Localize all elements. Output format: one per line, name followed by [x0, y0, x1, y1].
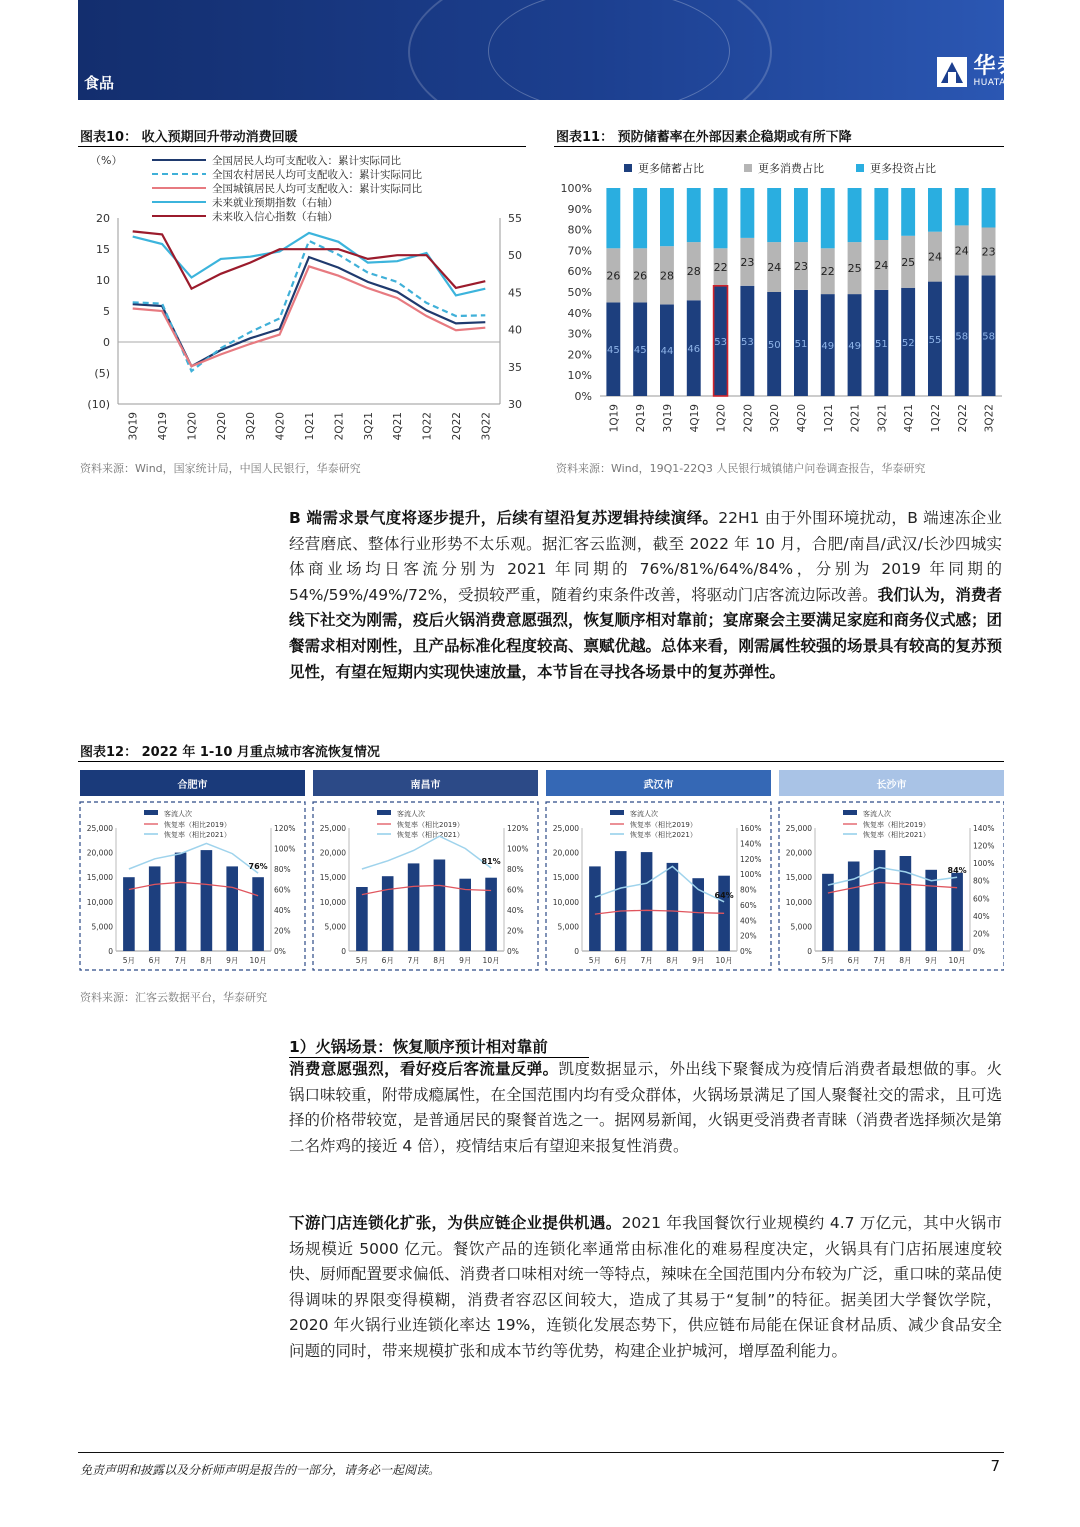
x-tick: 1Q21 — [822, 404, 835, 433]
x-tick: 5月 — [122, 956, 136, 965]
brand-name-cn: 华泰证券 — [973, 54, 1070, 79]
data-label-consumption: 24 — [954, 244, 969, 258]
y-tick-left: (10) — [87, 398, 110, 411]
legend-swatch — [843, 810, 857, 815]
stacked-bar-segment — [606, 188, 620, 248]
footer-rule — [78, 1452, 1004, 1453]
stacked-bar-segment — [928, 188, 942, 232]
legend-swatch — [744, 164, 752, 172]
data-label-savings: 53 — [741, 336, 754, 348]
y-tick-left: 15,000 — [86, 873, 113, 883]
legend-label: 恢复率（相比2021） — [863, 831, 930, 839]
y-tick-left: (5) — [94, 367, 110, 380]
fig12-chart — [78, 768, 1004, 974]
x-tick: 9月 — [459, 956, 472, 965]
data-label-savings: 46 — [687, 344, 701, 356]
y-tick: 90% — [567, 202, 592, 216]
y-tick: 0% — [574, 390, 592, 403]
y-tick-left: 10,000 — [785, 897, 812, 907]
y-tick-left: 10,000 — [86, 897, 113, 907]
y-tick: 10% — [567, 369, 592, 383]
y-tick-left: 5,000 — [790, 922, 812, 932]
y-tick-left: 0 — [108, 947, 113, 956]
legend-label: 未来就业预期指数（右轴） — [212, 197, 338, 209]
stacked-bar-segment — [767, 188, 781, 242]
y-tick-left: 5 — [103, 305, 110, 318]
x-tick: 3Q22 — [983, 404, 996, 433]
traffic-bar — [589, 866, 601, 951]
city-name: 武汉市 — [643, 780, 674, 791]
paragraph-body: 2021 年我国餐饮行业规模约 4.7 万亿元，其中火锅市场规模近 5000 亿元。餐饮产品的连锁化率通常由标准化的难易程度决定，火锅具有门店拓展速度较快、厨师配置要求偏低、消费者口味相对统一等特点，辣味在全国范围内分布较为广泛，重口味的菜品使得调味的界限变得模糊，消费者容忍区间较大，造成了其易于“复制”的特征。据美团大学餐饮学院，2020 年火锅行业连锁化率达 19%，连锁化发展态势下，供应链布局能在保证食材品质、减少食品安全问题的同时，带来规模扩张和成本节约等优势，构建企业护城河，增厚盈利能力。 — [289, 1214, 1003, 1360]
y-tick-right: 0% — [274, 947, 286, 956]
y-tick-right: 35 — [508, 360, 522, 374]
end-value-label: 81% — [481, 856, 501, 866]
y-tick-left: 20,000 — [552, 848, 579, 858]
series-line — [133, 266, 486, 366]
x-tick: 3Q19 — [662, 404, 674, 433]
legend-swatch — [624, 164, 632, 172]
traffic-bar — [900, 856, 912, 951]
x-tick: 4Q20 — [796, 404, 808, 433]
traffic-bar — [201, 850, 213, 951]
huatai-logo-icon — [937, 57, 967, 87]
y-tick-right: 45 — [508, 286, 522, 300]
y-tick-left: 20,000 — [319, 848, 346, 858]
y-tick-right: 40% — [740, 916, 757, 926]
footer-disclaimer: 免责声明和披露以及分析师声明是报告的一部分，请务必一起阅读。 — [80, 1463, 441, 1477]
traffic-bar — [925, 870, 937, 951]
y-tick-left: 0 — [341, 947, 346, 956]
paragraph-lead: B 端需求景气度将逐步提升，后续有望沿复苏逻辑持续演绎。 — [289, 509, 719, 527]
y-tick-left: 25,000 — [552, 824, 579, 833]
y-tick-right: 140% — [740, 839, 762, 849]
legend-label: 全国农村居民人均可支配收入：累计实际同比 — [212, 169, 422, 181]
x-tick: 4Q19 — [688, 404, 701, 433]
y-tick-right: 80% — [740, 885, 757, 895]
x-tick: 6月 — [614, 956, 627, 965]
data-label-consumption: 26 — [633, 269, 648, 283]
stacked-bar-segment — [740, 188, 754, 238]
y-tick-right: 20% — [507, 926, 524, 936]
series-line — [133, 257, 486, 366]
stacked-bar-segment — [955, 188, 969, 225]
x-tick: 10月 — [715, 956, 733, 965]
page-number: 7 — [990, 1457, 1000, 1475]
data-label-consumption: 25 — [901, 255, 916, 269]
city-name: 长沙市 — [876, 780, 907, 791]
y-tick-right: 140% — [973, 824, 995, 833]
y-tick-right: 60% — [740, 900, 757, 910]
data-label-consumption: 22 — [820, 265, 835, 279]
x-tick: 3Q20 — [245, 412, 258, 441]
y-tick: 70% — [567, 244, 592, 258]
legend-swatch — [856, 164, 864, 172]
x-tick: 9月 — [226, 956, 239, 965]
brand-name-en: HUATAI SECURITIES — [973, 78, 1070, 88]
data-label-consumption: 25 — [847, 262, 862, 276]
paragraph-bold-conclusion: 我们认为，消费者线下社交为刚需，疫后火锅消费意愿强烈，恢复顺序相对靠前；宴席聚会主要满足家庭和商务仪式感；团餐需求相对刚性，且产品标准化程度较高、禀赋优越。总体来看，刚需属性较强的场景具有较高的复苏预见性，有望在短期内实现快速放量，本节旨在寻找各场景中的复苏弹性。 — [289, 585, 1003, 681]
data-label-savings: 49 — [848, 341, 861, 353]
x-tick: 7月 — [407, 956, 420, 965]
x-tick: 5月 — [588, 956, 602, 965]
stacked-bar-segment — [660, 188, 674, 246]
x-tick: 3Q19 — [127, 412, 140, 441]
series-line — [133, 233, 486, 296]
sector-label: 食品 — [84, 74, 115, 92]
x-tick: 7月 — [640, 956, 653, 965]
y-tick-right: 40% — [507, 906, 524, 915]
y-tick: 20% — [567, 348, 592, 362]
y-tick-left: 20,000 — [86, 848, 113, 858]
x-tick: 10月 — [249, 956, 267, 965]
y-tick-right: 120% — [973, 841, 995, 851]
y-tick-right: 60% — [973, 894, 990, 904]
y-tick: 80% — [567, 223, 592, 237]
legend-label: 恢复率（相比2021） — [630, 831, 697, 839]
data-label-consumption: 28 — [686, 265, 701, 279]
y-tick-left: 25,000 — [319, 824, 346, 833]
data-label-consumption: 22 — [713, 261, 728, 275]
x-tick: 1Q21 — [304, 412, 316, 441]
data-label-consumption: 26 — [606, 269, 621, 283]
legend-label: 全国城镇居民人均可支配收入：累计实际同比 — [212, 183, 422, 195]
x-tick: 8月 — [433, 956, 446, 965]
stacked-bar-segment — [794, 188, 808, 242]
legend-label: 全国居民人均可支配收入：累计实际同比 — [212, 155, 401, 167]
fig10-source: 资料来源：Wind，国家统计局，中国人民银行，华泰研究 — [80, 462, 361, 475]
traffic-bar — [485, 878, 497, 951]
traffic-bar — [848, 862, 860, 952]
y-tick: 40% — [567, 306, 592, 320]
fig10-rule — [78, 146, 526, 147]
x-tick: 2Q19 — [635, 404, 648, 433]
end-value-label: 84% — [947, 866, 967, 876]
x-tick: 2Q20 — [742, 404, 755, 433]
y-tick-right: 20% — [274, 926, 291, 936]
x-tick: 8月 — [899, 956, 912, 965]
recovery-2019-line — [362, 885, 491, 894]
legend-label: 更多消费占比 — [758, 162, 824, 175]
recovery-2019-line — [828, 883, 957, 894]
x-tick: 4Q20 — [274, 412, 287, 441]
traffic-bar — [874, 850, 886, 951]
data-label-savings: 55 — [928, 334, 942, 346]
y-tick-left: 0 — [103, 336, 110, 349]
paragraph-lead: 下游门店连锁化扩张，为供应链企业提供机遇。 — [289, 1214, 622, 1232]
x-tick: 1Q19 — [608, 404, 621, 433]
y-tick-left: 10,000 — [552, 897, 579, 907]
stacked-bar-segment — [901, 188, 915, 236]
y-tick-left: 15,000 — [552, 873, 579, 883]
y-tick-left: 25,000 — [86, 824, 113, 833]
x-tick: 2Q20 — [215, 412, 228, 441]
legend-label: 恢复率（相比2021） — [397, 831, 464, 839]
y-tick-right: 100% — [274, 844, 296, 854]
data-label-consumption: 24 — [874, 258, 889, 272]
x-tick: 10月 — [482, 956, 500, 965]
y-tick-left: 10,000 — [319, 897, 346, 907]
x-tick: 7月 — [174, 956, 187, 965]
y-tick-left: 10 — [96, 274, 110, 287]
stacked-bar-segment — [687, 188, 701, 242]
y-tick-right: 100% — [740, 870, 762, 880]
y-tick-right: 60% — [507, 885, 524, 895]
data-label-consumption: 24 — [928, 250, 942, 264]
x-tick: 2Q21 — [333, 412, 346, 441]
traffic-bar — [667, 863, 679, 951]
paragraph-lead: 消费意愿强烈，看好疫后客流量反弹。 — [289, 1060, 559, 1078]
legend-swatch — [377, 810, 391, 815]
y-tick-right: 55 — [508, 212, 522, 225]
x-tick: 3Q21 — [876, 404, 889, 433]
x-tick: 3Q21 — [362, 412, 375, 441]
recovery-2019-line — [595, 910, 724, 914]
y-tick-left: 5,000 — [324, 922, 346, 932]
data-label-savings: 50 — [767, 340, 781, 351]
x-tick: 9月 — [925, 956, 938, 965]
x-tick: 1Q22 — [421, 412, 434, 441]
data-label-consumption: 23 — [981, 245, 996, 259]
y-tick-right: 30 — [508, 398, 522, 411]
traffic-bar — [382, 876, 394, 951]
data-label-savings: 53 — [714, 336, 727, 348]
end-value-label: 76% — [248, 862, 268, 872]
end-value-label: 64% — [714, 890, 734, 900]
legend-label: 恢复率（相比2019） — [630, 821, 697, 829]
recovery-2021-line — [595, 866, 724, 901]
legend-label: 恢复率（相比2019） — [397, 821, 464, 829]
y-tick-left: 15,000 — [319, 873, 346, 883]
traffic-bar — [226, 866, 238, 951]
legend-label: 更多储蓄占比 — [638, 162, 704, 175]
y-tick-right: 50 — [508, 249, 522, 263]
y-tick-right: 80% — [507, 865, 524, 874]
fig11-chart — [554, 148, 1004, 450]
data-label-consumption: 23 — [794, 260, 808, 273]
legend-swatch — [610, 810, 624, 815]
data-label-savings: 58 — [982, 331, 995, 343]
fig10-chart — [78, 148, 528, 450]
x-tick: 1Q22 — [930, 404, 942, 433]
paragraph-b-end-demand — [289, 506, 1002, 685]
x-tick: 2Q22 — [956, 404, 969, 433]
x-tick: 2Q22 — [450, 412, 463, 441]
x-tick: 8月 — [666, 956, 679, 965]
city-name: 合肥市 — [177, 780, 208, 791]
traffic-bar — [641, 852, 653, 951]
fig11-source: 资料来源：Wind，19Q1-22Q3 人民银行城镇储户问卷调查报告，华泰研究 — [556, 462, 926, 475]
traffic-bar — [822, 874, 834, 951]
stacked-bar-segment — [874, 188, 888, 240]
x-tick: 2Q21 — [849, 404, 862, 433]
y-tick: 60% — [567, 265, 592, 279]
y-tick-right: 160% — [740, 824, 762, 833]
x-tick: 6月 — [847, 956, 860, 965]
stacked-bar-segment — [821, 188, 835, 248]
fig10-title: 图表10： 收入预期回升带动消费回暖 — [80, 130, 298, 145]
y-tick-left: 25,000 — [785, 824, 812, 833]
traffic-bar — [175, 853, 187, 951]
paragraph-body: 凯度数据显示，外出线下聚餐成为疫情后消费者最想做的事。火锅口味较重，附带成瘾属性，在全国范围内均有受众群体，火锅场景满足了国人聚餐社交的需求，且可选择的价格带较宽，是普通居民的聚餐首选之一。据网易新闻，火锅更受消费者青睐（消费者选择频次是第二名炸鸡的接近 4 倍），疫情结束后有望迎来报复性消费。 — [289, 1060, 1003, 1155]
traffic-bar — [615, 851, 627, 951]
x-tick: 6月 — [381, 956, 394, 965]
x-tick: 10月 — [948, 956, 966, 965]
stacked-bar-segment — [982, 188, 996, 228]
data-label-savings: 45 — [607, 345, 620, 357]
data-label-savings: 49 — [821, 341, 835, 353]
data-label-savings: 51 — [875, 338, 888, 350]
legend-label: 客流人次 — [630, 810, 658, 818]
y-tick-left: 15 — [96, 243, 110, 256]
recovery-2021-line — [828, 868, 957, 886]
data-label-savings: 44 — [660, 346, 674, 358]
legend-label: 恢复率（相比2019） — [863, 821, 930, 829]
y-tick-right: 60% — [274, 885, 291, 895]
y-tick-right: 120% — [274, 824, 296, 833]
recovery-2021-line — [129, 843, 258, 873]
traffic-bar — [149, 866, 161, 951]
y-tick: 50% — [567, 286, 592, 299]
fig11-rule — [554, 146, 1004, 147]
y-tick-right: 100% — [507, 844, 529, 854]
legend-swatch — [144, 810, 158, 815]
y-tick-right: 40% — [274, 906, 291, 915]
stacked-bar-segment — [633, 188, 647, 248]
y-tick-left: 20 — [96, 212, 110, 225]
legend-label: 未来收入信心指数（右轴） — [212, 211, 338, 223]
x-tick: 6月 — [148, 956, 161, 965]
x-tick: 1Q20 — [186, 412, 199, 441]
legend-label: 恢复率（相比2021） — [164, 831, 231, 839]
fig11-title: 图表11： 预防储蓄率在外部因素企稳期或有所下降 — [556, 130, 852, 145]
x-tick: 1Q20 — [715, 404, 728, 433]
data-label-consumption: 23 — [740, 255, 755, 269]
paragraph-hotpot-demand — [289, 1057, 1002, 1159]
paragraph-body: 22H1 由于外围环境扰动，B 端速冻企业经营磨底、整体行业形势不太乐观。据汇客云监测，截至 2022 年 10 月，合肥/南昌/武汉/长沙四城实体商业场均日客流分别为 2021 年同期的 76%/81%/64%/84%，分别为 2019 年同期的 54%/59%/49%/72%，受损较严重，随着约束条件改善，将驱动门店客流边际改善。 — [289, 509, 1002, 604]
data-label-consumption: 24 — [767, 261, 782, 275]
y-tick-right: 100% — [973, 859, 995, 869]
section-heading: 1）火锅场景：恢复顺序预计相对靠前 — [289, 1038, 548, 1056]
traffic-bar — [356, 887, 368, 951]
x-tick: 5月 — [821, 956, 835, 965]
fig12-source: 资料来源：汇客云数据平台，华泰研究 — [80, 991, 267, 1004]
stacked-bar-segment — [714, 188, 728, 248]
fig12-rule — [78, 761, 1004, 762]
x-tick: 7月 — [873, 956, 886, 965]
brand-logo — [937, 56, 1070, 88]
stacked-bar-segment — [848, 188, 862, 242]
data-label-consumption: 28 — [660, 269, 674, 283]
y-tick-right: 120% — [507, 824, 529, 833]
y-tick-left: 20,000 — [785, 848, 812, 858]
legend-label: 更多投资占比 — [870, 162, 936, 175]
recovery-2021-line — [362, 836, 491, 869]
y-tick-right: 0% — [740, 947, 752, 956]
legend-label: 客流人次 — [863, 810, 891, 818]
x-tick: 5月 — [355, 956, 369, 965]
legend-label: 客流人次 — [164, 810, 192, 818]
y-tick-right: 20% — [973, 929, 990, 939]
y-tick-right: 0% — [507, 947, 519, 956]
city-name: 南昌市 — [410, 780, 441, 791]
y-tick-right: 40% — [973, 911, 990, 921]
data-label-savings: 52 — [901, 337, 915, 349]
y-tick-right: 80% — [274, 865, 291, 874]
y-tick-right: 0% — [973, 947, 985, 956]
header-banner — [78, 0, 1004, 100]
traffic-bar — [951, 873, 963, 951]
x-tick: 4Q21 — [392, 412, 405, 441]
legend-label: 客流人次 — [397, 810, 425, 818]
y-tick-right: 40 — [508, 323, 522, 337]
y-tick-left: 15,000 — [785, 873, 812, 883]
y-tick: 30% — [567, 327, 592, 341]
traffic-bar — [408, 863, 420, 951]
y-tick-right: 20% — [740, 931, 757, 941]
y-tick-left: 0 — [574, 947, 579, 956]
y-tick-left: 5,000 — [91, 922, 113, 932]
data-label-savings: 45 — [633, 345, 647, 357]
paragraph-chain-expansion — [289, 1211, 1002, 1365]
x-tick: 4Q19 — [157, 412, 170, 441]
x-tick: 3Q20 — [769, 404, 782, 433]
y-tick-left: 5,000 — [557, 922, 579, 932]
y-tick-left: 0 — [807, 947, 812, 956]
traffic-bar — [434, 860, 446, 952]
legend-label: 恢复率（相比2019） — [164, 821, 231, 829]
y-tick: 100% — [560, 182, 592, 195]
y-tick-right: 120% — [740, 854, 762, 864]
y-tick-right: 80% — [973, 876, 990, 886]
recovery-2019-line — [129, 882, 258, 895]
traffic-bar — [252, 877, 264, 951]
fig10-unit-label: （%） — [90, 154, 123, 167]
x-tick: 9月 — [692, 956, 705, 965]
x-tick: 4Q21 — [903, 404, 916, 433]
data-label-savings: 51 — [794, 338, 808, 350]
banner-decoration — [488, 0, 730, 100]
data-label-savings: 58 — [955, 331, 969, 343]
fig12-title: 图表12： 2022 年 1-10 月重点城市客流恢复情况 — [80, 745, 380, 760]
x-tick: 8月 — [200, 956, 213, 965]
x-tick: 3Q22 — [480, 412, 493, 441]
